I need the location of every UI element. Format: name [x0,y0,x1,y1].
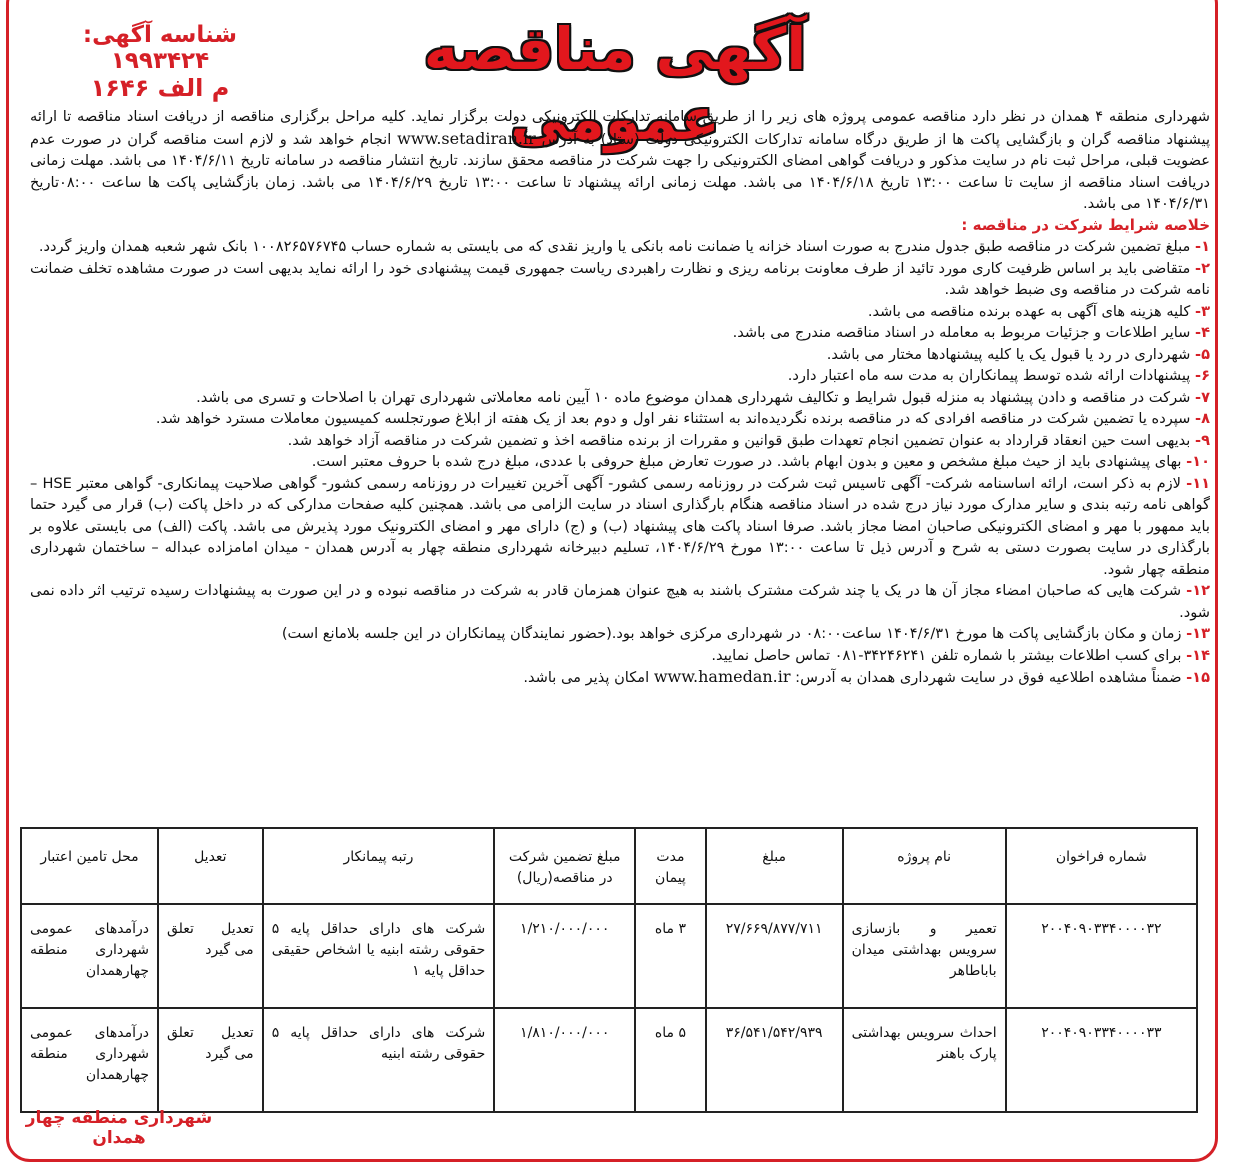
condition-number: ۵- [1195,345,1210,363]
condition-number: ۱۵- [1186,669,1210,686]
condition-item [30,387,1210,409]
condition-text: بهای پیشنهادی باید از حیث مبلغ مشخص و معین و بدون ابهام باشد. در صورت تعارض مبلغ حروفی با عددی، مبلغ درج شده با حروف معتبر است. [311,453,1182,470]
condition-item [30,258,1210,301]
table-header-cell: رتبه پیمانکار [263,828,495,904]
condition-item [30,580,1210,623]
condition-number: ۳- [1195,302,1210,320]
intro-paragraph [30,106,1210,215]
condition-number: ۱۱- [1186,474,1211,492]
condition-number: ۴- [1195,324,1210,341]
condition-number: ۹- [1195,431,1210,449]
condition-number: ۲- [1195,259,1211,277]
condition-number: ۸- [1195,410,1210,427]
table-cell: ۲۰۰۴۰۹۰۳۳۴۰۰۰۰۳۲ [1006,904,1197,1008]
condition-item [30,236,1210,258]
table-header-cell: محل تامین اعتبار [21,828,158,904]
conditions-heading: خلاصه شرایط شرکت در مناقصه : [961,215,1210,234]
condition-item [30,451,1210,473]
setadiran-link[interactable]: www.setadiran.ir [397,128,536,148]
condition-item [30,430,1210,452]
hamedan-link[interactable]: www.hamedan.ir [653,667,791,686]
condition-item-15 [30,666,1210,689]
condition-text: متقاضی باید بر اساس ظرفیت کاری مورد تائید از طرف معاونت برنامه ریزی و نظارت راهبردی ریاست جمهوری قیمت پیشنهادی خود را ارائه نماید بدیهی است در صورت مشاهده تخلف ضمانت نامه شرکت در مناقصه وی ضبط خواهد شد. [30,259,1210,298]
condition-text: شرکت در مناقصه و دادن پیشنهاد به منزله قبول شرایط و تکالیف شهرداری همدان موضوع ماده ۱۰ آیین نامه معاملاتی شهرداری تهران با اصلاحات و تسری می باشد. [196,388,1191,406]
projects-table [20,827,1198,1113]
table-header-cell: تعدیل [158,828,263,904]
table-cell: ۳ ماه [635,904,705,1008]
condition-number: ۶- [1195,367,1210,384]
table-header-cell: نام پروژه [843,828,1006,904]
table-cell: ۲۷/۶۶۹/۸۷۷/۷۱۱ [706,904,843,1008]
condition-15-text-1: ضمناً مشاهده اطلاعیه فوق در سایت شهرداری همدان به آدرس: [795,669,1182,686]
condition-item [30,623,1210,645]
table-header-cell: شماره فراخوان [1006,828,1197,904]
page-title: آگهی مناقصه عمومی [423,15,807,153]
condition-text: پیشنهادات ارائه شده توسط پیمانکاران به مدت سه ماه اعتبار دارد. [787,367,1191,384]
condition-15-text-2: امکان پذیر می باشد. [523,669,650,686]
condition-item [30,645,1210,667]
condition-number: ۱۰- [1186,453,1210,470]
condition-item [30,301,1210,323]
condition-number: ۱- [1195,238,1210,255]
table-cell: شرکت های دارای حداقل پایه ۵ حقوقی رشته ابنیه یا اشخاص حقیقی حداقل پایه ۱ [263,904,495,1008]
intro-text-1: شهرداری منطقه ۴ همدان در نظر دارد مناقصه عمومی پروژه های زیر را از طریق سامانه تدارکات الکترونیکی دولت برگزار نماید. کلیه مراحل برگزاری مناقصه از دریافت اسناد مناقصه تا ارائه پیشنهاد مناقصه گران و بازگشایی پاکت ها از طریق درگاه سامانه تدارکات الکترونیکی دولت (ستاد) به آدرس [30,108,1211,148]
table-cell: ۵ ماه [635,1008,705,1112]
condition-text: سپرده یا تضمین شرکت در مناقصه افرادی که در مناقصه برنده نگردیده‌اند به استثناء نفر اول و دوم بعد از یک هفته از ابلاغ صورتجلسه کمیسیون معاملات مسترد خواهد شد. [155,410,1191,427]
condition-text: شرکت هایی که صاحبان امضاء مجاز آن ها در یک یا چند شرکت مشترک باشند به هیچ عنوان همزمان قادر به شرکت در مناقصه نبوده و در این صورت به پیشنهادات رسیده ترتیب اثر داده نمی شود. [30,582,1210,621]
table-cell: درآمدهای عمومی شهرداری منطقه چهارهمدان [21,904,158,1008]
table-cell: تعدیل تعلق می گیرد [158,904,263,1008]
notice-id-code: م الف ۱۶۴۶ [90,73,230,102]
notice-id [40,22,280,102]
table-cell: شرکت های دارای حداقل پایه ۵ حقوقی رشته ابنیه [263,1008,495,1112]
intro-text-2: انجام خواهد شد و لازم است مناقصه گران در صورت عدم عضویت قبلی، مراحل ثبت نام در سایت مذکور و دریافت گواهی امضای الکترونیکی را جهت شرکت در مناقصه محقق سازند. تاریخ انتشار مناقصه در سامانه تاریخ ۱۴۰۴/۶/۱۱ می باشد. مهلت زمانی دریافت اسناد مناقصه از سایت تا ساعت ۱۳:۰۰ تاریخ ۱۴۰۴/۶/۱۸ می باشد. مهلت زمانی ارائه پیشنهاد تا ساعت ۱۳:۰۰ تاریخ ۱۴۰۴/۶/۲۹ می باشد. زمان بازگشایی پاکت ها ساعت ۰۸:۰۰تاریخ ۱۴۰۴/۶/۳۱ می باشد. [30,130,1210,212]
table-header-cell: مبلغ تضمین شرکت در مناقصه(ریال) [494,828,635,904]
table-header-cell: مدت پیمان [635,828,705,904]
table-row [21,1008,1197,1112]
table-cell: درآمدهای عمومی شهرداری منطقه چهارهمدان [21,1008,158,1112]
condition-item [30,344,1210,366]
condition-item [30,408,1210,430]
condition-number: ۷- [1195,388,1210,406]
table-cell: ۱/۲۱۰/۰۰۰/۰۰۰ [494,904,635,1008]
table-header-cell: مبلغ [706,828,843,904]
table-cell: تعدیل تعلق می گیرد [158,1008,263,1112]
table-cell: ۱/۸۱۰/۰۰۰/۰۰۰ [494,1008,635,1112]
condition-text: مبلغ تضمین شرکت در مناقصه طبق جدول مندرج به صورت اسناد خزانه یا ضمانت نامه بانکی یا واریز نقدی که می بایستی به شماره حساب ۱۰۰۸۲۶۵۷۶۷۴۵ بانک شهر شعبه همدان واریز گردد. [38,238,1191,255]
condition-number: ۱۳- [1186,625,1210,642]
notice-id-number: شناسه آگهی: ۱۹۹۳۴۲۴ [82,22,238,75]
condition-text: سایر اطلاعات و جزئیات مربوط به معامله در اسناد مناقصه مندرج می باشد. [732,324,1191,341]
conditions-list [30,236,1210,666]
condition-text: شهرداری در رد یا قبول یک یا کلیه پیشنهادها مختار می باشد. [826,345,1191,363]
condition-text: زمان و مکان بازگشایی پاکت ها مورخ ۱۴۰۴/۶/۳۱ ساعت۰۸:۰۰ در شهرداری مرکزی خواهد بود.(حضور نمایندگان پیمانکاران در این جلسه بلامانع است) [281,625,1182,642]
condition-text: کلیه هزینه های آگهی به عهده برنده مناقصه می باشد. [867,302,1191,320]
table-body [21,904,1197,1112]
condition-text: لازم به ذکر است، ارائه اساسنامه شرکت- آگهی تاسیس ثبت شرکت در روزنامه رسمی کشور- آگهی آخرین تغییرات در روزنامه رسمی کشور- گواهی صلاحیت پیمانکاری- گواهی معتبر HSE – گواهی نامه رتبه بندی و سایر مدارک مورد نیاز درج شده در اسناد مناقصه هنگام بارگذاری اسناد در سایت الزامی می باشد. همچنین کلیه صفحات مدارکی که در داخل پاکت (ب) قرار می گیرد حتما باید ممهور با مهر و امضای الکترونیکی صاحبان امضا مجاز باشد. صرفا اسناد پاکت های پیشنهاد (ب) و (ج) دارای مهر و امضای الکترونیک مورد پذیرش می باشد. پاکت (الف) می بایستی علاوه بر بارگذاری در سایت بصورت دستی به شرح و آدرس ذیل تا ساعت ۱۳:۰۰ مورخ ۱۴۰۴/۶/۲۹، تسلیم دبیرخانه شهرداری منطقه چهار به آدرس همدان - میدان امامزاده عبداله – ساختمان شهرداری منطقه چهار شود. [30,474,1210,578]
footer-organization: شهرداری منطقه چهار همدان [25,1108,213,1148]
condition-text: بدیهی است حین انعقاد قرارداد به عنوان تضمین انجام تعهدات طبق قوانین و مقررات از برنده مناقصه اخذ و تضمین شرکت در مناقصه آزاد خواهد شد. [287,431,1191,449]
table-cell: ۳۶/۵۴۱/۵۴۲/۹۳۹ [706,1008,843,1112]
condition-item [30,365,1210,387]
table-row [21,904,1197,1008]
table-cell: ۲۰۰۴۰۹۰۳۳۴۰۰۰۰۳۳ [1006,1008,1197,1112]
notice-body [30,106,1210,689]
condition-item [30,322,1210,344]
table-cell: احداث سرویس بهداشتی پارک باهنر [843,1008,1006,1112]
condition-number: ۱۲- [1186,582,1211,599]
table-header-row [21,828,1197,904]
condition-item [30,473,1210,581]
condition-text: برای کسب اطلاعات بیشتر با شماره تلفن ۳۴۲۴۶۲۴۱-۰۸۱ تماس حاصل نمایید. [711,646,1182,664]
condition-number: ۱۴- [1186,646,1210,664]
table-cell: تعمیر و بازسازی سرویس بهداشتی میدان باباطاهر [843,904,1006,1008]
